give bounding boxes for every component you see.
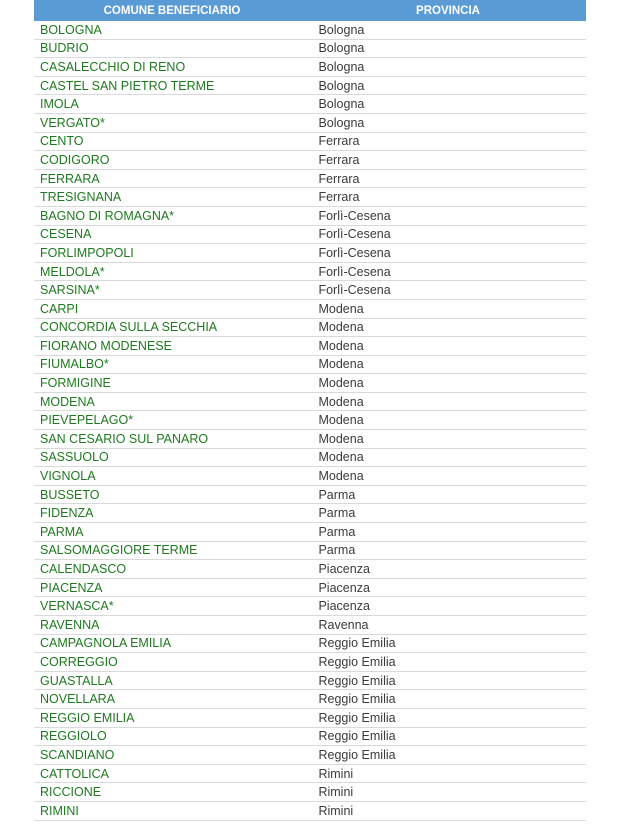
provincia-cell: Reggio Emilia (318, 673, 396, 688)
comune-cell: BUDRIO (40, 41, 89, 56)
table-row (34, 40, 586, 59)
comune-cell: FIDENZA (40, 506, 94, 521)
comune-cell: SARSINA* (40, 283, 100, 298)
table-row (34, 244, 586, 263)
table-row (34, 672, 586, 691)
comune-cell: FORLIMPOPOLI (40, 245, 134, 260)
table-row (34, 393, 586, 412)
provincia-cell: Reggio Emilia (318, 729, 396, 744)
table-row (34, 765, 586, 784)
table-row (34, 746, 586, 765)
comune-cell: SCANDIANO (40, 747, 115, 762)
provincia-cell: Modena (318, 338, 364, 353)
table-row (34, 467, 586, 486)
comune-cell: CESENA (40, 227, 92, 242)
table-row (34, 170, 586, 189)
provincia-cell: Bologna (318, 22, 365, 37)
comune-cell: VERGATO* (40, 115, 105, 130)
comune-cell: TRESIGNANA (40, 190, 122, 205)
provincia-cell: Rimini (318, 803, 354, 818)
provincia-cell: Modena (318, 394, 364, 409)
provincia-cell: Reggio Emilia (318, 654, 396, 669)
provincia-cell: Modena (318, 376, 364, 391)
table-row (34, 21, 586, 40)
comune-cell: PARMA (40, 524, 84, 539)
provincia-cell: Parma (318, 543, 356, 558)
comune-cell: VIGNOLA (40, 469, 96, 484)
provincia-cell: Piacenza (318, 599, 370, 614)
table-row (34, 690, 586, 709)
table-row (34, 616, 586, 635)
comune-cell: BOLOGNA (40, 22, 102, 37)
provincia-cell: Forlì-Cesena (318, 245, 391, 260)
table-row (34, 486, 586, 505)
provincia-cell: Modena (318, 450, 364, 465)
comune-cell: RAVENNA (40, 617, 100, 632)
table-row (34, 523, 586, 542)
table-row (34, 188, 586, 207)
table-row (34, 579, 586, 598)
comune-cell: REGGIOLO (40, 729, 107, 744)
table-row (34, 411, 586, 430)
provincia-cell: Forlì-Cesena (318, 283, 391, 298)
header-provincia: PROVINCIA (416, 4, 480, 17)
comune-cell: VERNASCA* (40, 599, 114, 614)
provincia-cell: Ferrara (318, 152, 360, 167)
provincia-cell: Reggio Emilia (318, 692, 396, 707)
comune-cell: SALSOMAGGIORE TERME (40, 543, 198, 558)
comune-cell: MELDOLA* (40, 264, 105, 279)
provincia-cell: Rimini (318, 785, 354, 800)
table-row (34, 728, 586, 747)
table-row (34, 151, 586, 170)
comune-cell: FIORANO MODENESE (40, 338, 172, 353)
provincia-cell: Bologna (318, 97, 365, 112)
table-row (34, 542, 586, 561)
table-row (34, 635, 586, 654)
table-row (34, 319, 586, 338)
table-row (34, 560, 586, 579)
comune-cell: SAN CESARIO SUL PANARO (40, 431, 209, 446)
comune-cell: CORREGGIO (40, 654, 118, 669)
comune-cell: BAGNO DI ROMAGNA* (40, 208, 175, 223)
comune-cell: NOVELLARA (40, 692, 116, 707)
table-row (34, 653, 586, 672)
provincia-cell: Modena (318, 413, 364, 428)
provincia-cell: Bologna (318, 41, 365, 56)
comune-cell: BUSSETO (40, 487, 100, 502)
table-row (34, 709, 586, 728)
comune-cell: CASTEL SAN PIETRO TERME (40, 78, 215, 93)
table-header (34, 0, 586, 21)
comune-cell: SASSUOLO (40, 450, 109, 465)
comune-cell: CARPI (40, 301, 79, 316)
comune-cell: CATTOLICA (40, 766, 109, 781)
provincia-cell: Parma (318, 524, 356, 539)
provincia-cell: Piacenza (318, 580, 370, 595)
provincia-cell: Reggio Emilia (318, 636, 396, 651)
comune-cell: CAMPAGNOLA EMILIA (40, 636, 172, 651)
table-row (34, 226, 586, 245)
comune-cell: PIEVEPELAGO* (40, 413, 134, 428)
table-row (34, 114, 586, 133)
comune-cell: CASALECCHIO DI RENO (40, 59, 186, 74)
table-row (34, 783, 586, 802)
provincia-cell: Ferrara (318, 171, 360, 186)
table-row (34, 58, 586, 77)
comune-cell: RICCIONE (40, 785, 102, 800)
table-row (34, 95, 586, 114)
table-row (34, 597, 586, 616)
table-row (34, 263, 586, 282)
comune-cell: CONCORDIA SULLA SECCHIA (40, 320, 218, 335)
provincia-cell: Ferrara (318, 134, 360, 149)
provincia-cell: Parma (318, 506, 356, 521)
table-row (34, 77, 586, 96)
provincia-cell: Ravenna (318, 617, 369, 632)
comune-cell: RIMINI (40, 803, 79, 818)
provincia-cell: Bologna (318, 59, 365, 74)
comune-cell: CALENDASCO (40, 562, 127, 577)
provincia-cell: Forlì-Cesena (318, 208, 391, 223)
comune-cell: REGGIO EMILIA (40, 710, 135, 725)
provincia-cell: Modena (318, 320, 364, 335)
provincia-cell: Modena (318, 357, 364, 372)
provincia-cell: Rimini (318, 766, 354, 781)
comune-cell: PIACENZA (40, 580, 103, 595)
table-row (34, 356, 586, 375)
provincia-cell: Reggio Emilia (318, 710, 396, 725)
provincia-cell: Modena (318, 469, 364, 484)
provincia-cell: Bologna (318, 78, 365, 93)
comune-cell: FORMIGINE (40, 376, 111, 391)
provincia-cell: Bologna (318, 115, 365, 130)
provincia-cell: Reggio Emilia (318, 747, 396, 762)
table-row (34, 374, 586, 393)
provincia-cell: Forlì-Cesena (318, 264, 391, 279)
header-comune-beneficiario: COMUNE BENEFICIARIO (103, 4, 241, 17)
comune-cell: GUASTALLA (40, 673, 113, 688)
provincia-cell: Ferrara (318, 190, 360, 205)
table-row (34, 337, 586, 356)
table-row (34, 430, 586, 449)
table-row (34, 504, 586, 523)
table-row (34, 133, 586, 152)
comune-cell: CODIGORO (40, 152, 110, 167)
comune-cell: FIUMALBO* (40, 357, 109, 372)
provincia-cell: Forlì-Cesena (318, 227, 391, 242)
table-row (34, 802, 586, 821)
table-row (34, 207, 586, 226)
table-body (34, 21, 586, 821)
comune-cell: MODENA (40, 394, 95, 409)
table-row (34, 449, 586, 468)
table-row (34, 281, 586, 300)
provincia-cell: Piacenza (318, 562, 370, 577)
comune-cell: IMOLA (40, 97, 79, 112)
table-row (34, 300, 586, 319)
provincia-cell: Parma (318, 487, 356, 502)
comune-cell: CENTO (40, 134, 84, 149)
provincia-cell: Modena (318, 431, 364, 446)
comune-cell: FERRARA (40, 171, 100, 186)
comuni-table (34, 0, 586, 818)
provincia-cell: Modena (318, 301, 364, 316)
